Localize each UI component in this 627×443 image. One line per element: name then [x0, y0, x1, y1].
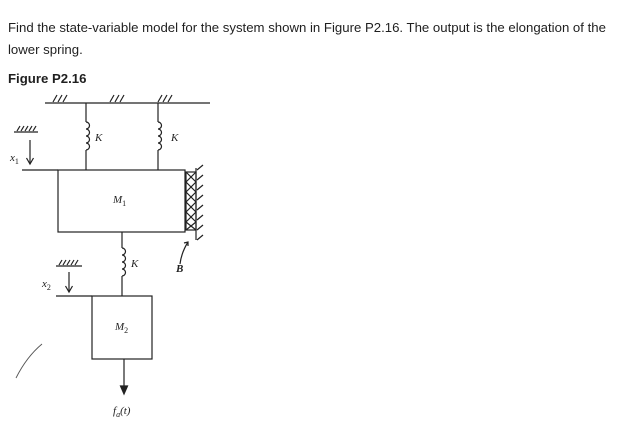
spring-right-label: K [171, 132, 179, 144]
spring-lower [122, 232, 126, 296]
spring-left [86, 103, 90, 170]
force-label: $f_a(t)$ [113, 405, 131, 419]
question-text: Find the state-variable model for the system shown in Figure P2.16. The output is the elongation of the lower spring. [8, 20, 606, 57]
damper-b [180, 172, 196, 264]
wall-right [196, 165, 203, 240]
spring-lower-label: K [131, 258, 139, 270]
mass-m2-label: $M_2$ [115, 321, 129, 335]
x2-label: $x_2$ [42, 278, 51, 292]
figure-title: Figure P2.16 [8, 71, 87, 86]
applied-force-arrow [121, 359, 128, 394]
x1-reference-marker [14, 126, 58, 170]
pen-stroke-mark [16, 344, 42, 378]
x2-reference-marker [56, 260, 92, 296]
ceiling-hatch [53, 95, 172, 102]
damper-label: B [176, 263, 184, 275]
spring-left-label: K [95, 132, 103, 144]
mass-m1-label: $M_1$ [113, 194, 127, 208]
x1-label: $x_1$ [10, 152, 19, 166]
spring-right [158, 103, 162, 170]
